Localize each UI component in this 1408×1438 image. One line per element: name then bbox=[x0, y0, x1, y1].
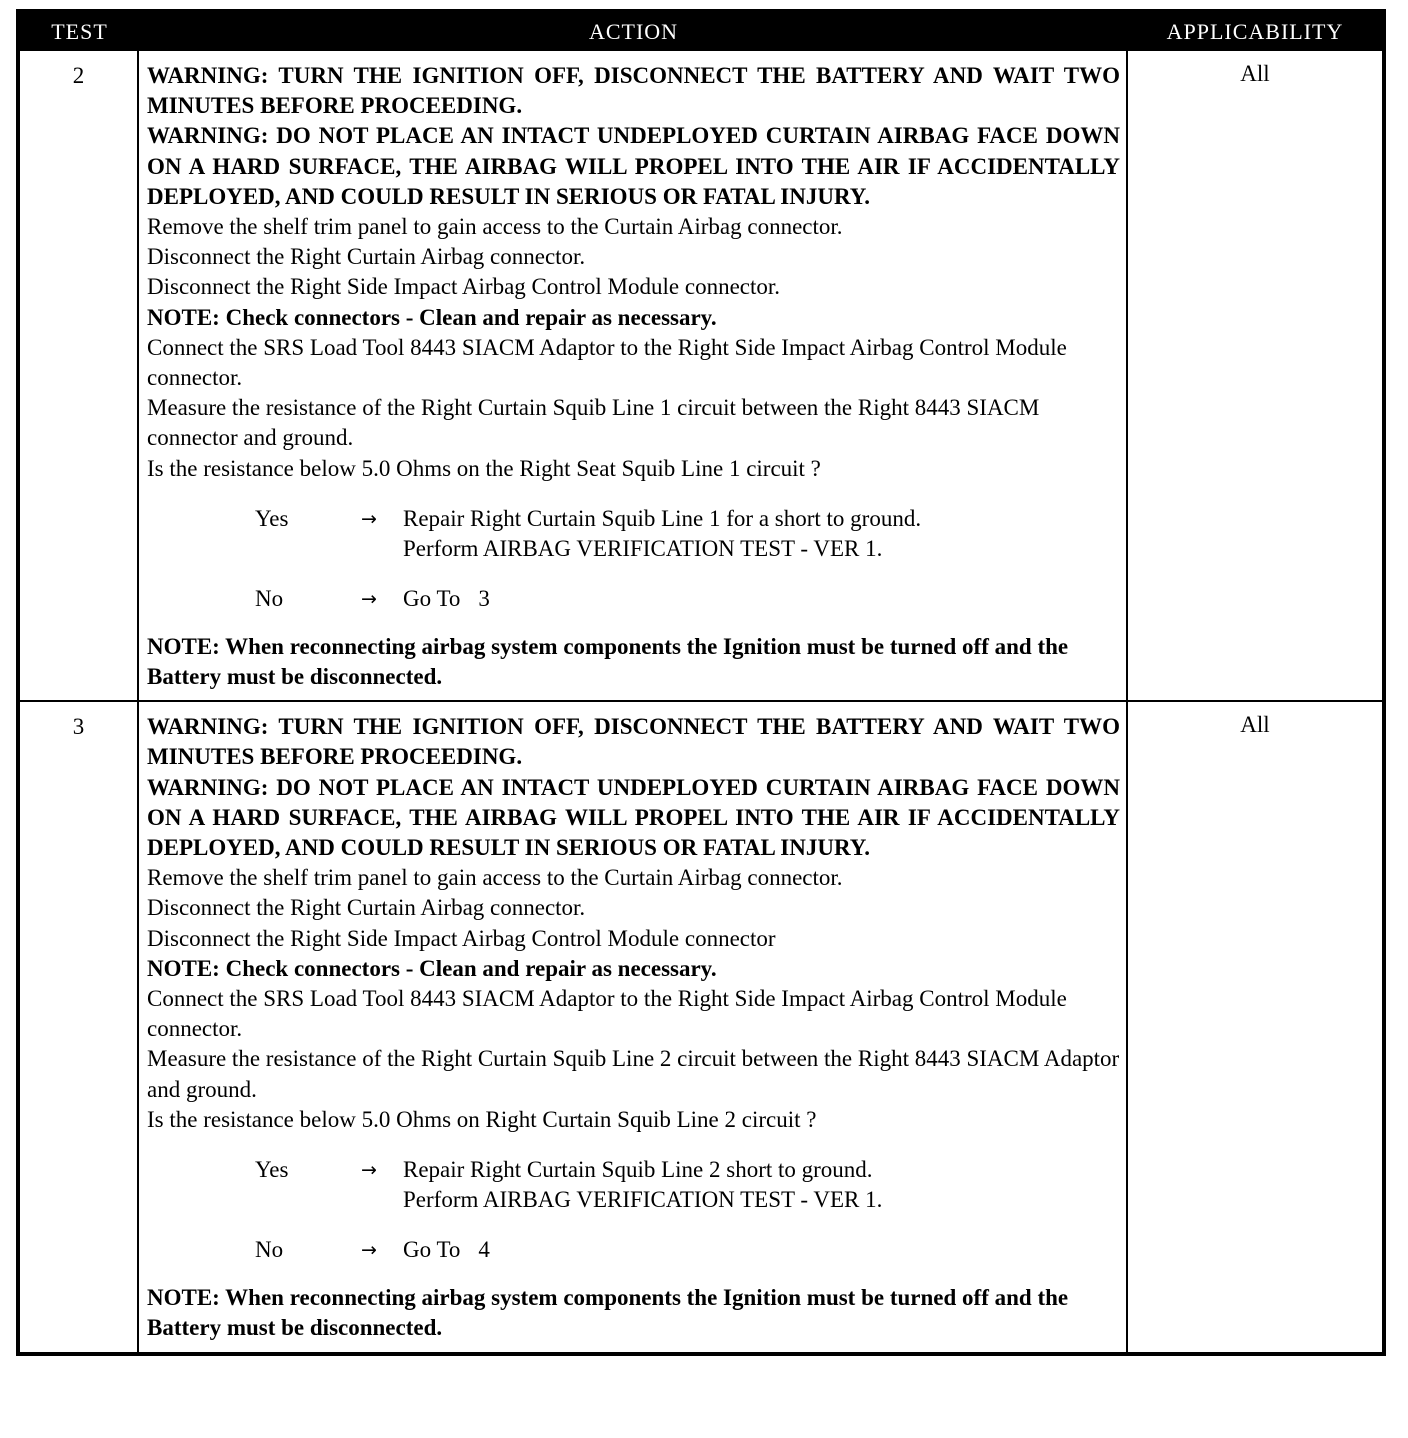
note-reconnecting: NOTE: When reconnecting airbag system components the Ignition must be turned off and the Battery must be disconnected. bbox=[147, 633, 1069, 690]
answer-no bbox=[147, 584, 1120, 614]
step-text: Disconnect the Right Curtain Airbag connector. bbox=[147, 244, 586, 270]
table-row bbox=[20, 700, 1382, 1351]
warning-ignition: WARNING: TURN THE IGNITION OFF, DISCONNECT THE BATTERY AND WAIT TWO MINUTES BEFORE PROCEEDING. bbox=[147, 63, 1120, 119]
warning-airbag: WARNING: DO NOT PLACE AN INTACT UNDEPLOYED CURTAIN AIRBAG FACE DOWN ON A HARD SURFACE, THE AIRBAG WILL PROPEL INTO THE AIR IF ACCIDENTALLY DEPLOYED, AND COULD RESULT IN SERIOUS OR FATAL INJURY. bbox=[147, 123, 1120, 209]
table-row bbox=[20, 51, 1382, 700]
arrow-right-icon: → bbox=[361, 507, 377, 530]
header-action: ACTION bbox=[588, 19, 679, 44]
answer-block bbox=[147, 504, 1120, 614]
answer-yes-label: Yes bbox=[255, 505, 289, 531]
step-text: Remove the shelf trim panel to gain access to the Curtain Airbag connector. bbox=[147, 865, 843, 891]
header-applicability: APPLICABILITY bbox=[1166, 19, 1344, 44]
question-text: Is the resistance below 5.0 Ohms on Right Curtain Squib Line 2 circuit ? bbox=[147, 1106, 817, 1132]
answer-yes-label: Yes bbox=[255, 1157, 289, 1183]
answer-no-label: No bbox=[255, 585, 284, 611]
header-test: TEST bbox=[51, 19, 108, 44]
question-text: Is the resistance below 5.0 Ohms on the Right Seat Squib Line 1 circuit ? bbox=[147, 455, 821, 481]
answer-yes bbox=[147, 504, 1120, 564]
applicability-value: All bbox=[1240, 61, 1270, 86]
table-header bbox=[20, 13, 1382, 51]
warning-ignition: WARNING: TURN THE IGNITION OFF, DISCONNECT THE BATTERY AND WAIT TWO MINUTES BEFORE PROCEEDING. bbox=[147, 714, 1120, 770]
step-text: Connect the SRS Load Tool 8443 SIACM Adaptor to the Right Side Impact Airbag Control Module connector. bbox=[147, 334, 1067, 391]
action-cell bbox=[139, 51, 1128, 700]
note-reconnecting: NOTE: When reconnecting airbag system components the Ignition must be turned off and the Battery must be disconnected. bbox=[147, 1285, 1069, 1341]
answer-yes-verify: Perform AIRBAG VERIFICATION TEST - VER 1. bbox=[403, 1187, 883, 1213]
action-cell bbox=[139, 702, 1128, 1351]
answer-no-label: No bbox=[255, 1237, 284, 1263]
test-number: 2 bbox=[20, 51, 139, 700]
step-text: Connect the SRS Load Tool 8443 SIACM Adaptor to the Right Side Impact Airbag Control Module connector. bbox=[147, 986, 1067, 1042]
step-text: Measure the resistance of the Right Curtain Squib Line 2 circuit between the Right 8443 SIACM Adaptor and ground. bbox=[147, 1046, 1120, 1102]
arrow-right-icon: → bbox=[361, 587, 377, 610]
step-text: Disconnect the Right Curtain Airbag connector. bbox=[147, 895, 586, 921]
answer-block bbox=[147, 1155, 1120, 1265]
note-connectors: NOTE: Check connectors - Clean and repair as necessary. bbox=[147, 304, 717, 330]
test-number: 3 bbox=[20, 702, 139, 1351]
answer-no bbox=[147, 1235, 1120, 1265]
arrow-right-icon: → bbox=[361, 1239, 377, 1262]
step-text: Remove the shelf trim panel to gain access to the Curtain Airbag connector. bbox=[147, 214, 843, 240]
answer-yes-action: Repair Right Curtain Squib Line 2 short to ground. bbox=[403, 1157, 873, 1183]
warning-airbag: WARNING: DO NOT PLACE AN INTACT UNDEPLOYED CURTAIN AIRBAG FACE DOWN ON A HARD SURFACE, THE AIRBAG WILL PROPEL INTO THE AIR IF ACCIDENTALLY DEPLOYED, AND COULD RESULT IN SERIOUS OR FATAL INJURY. bbox=[147, 774, 1120, 861]
applicability-value: All bbox=[1240, 712, 1270, 738]
go-to-label: Go To bbox=[403, 1237, 461, 1263]
go-to-step: 4 bbox=[478, 1237, 490, 1263]
diagnostic-table bbox=[16, 9, 1386, 1356]
step-text: Disconnect the Right Side Impact Airbag Control Module connector. bbox=[147, 274, 781, 300]
answer-yes-verify: Perform AIRBAG VERIFICATION TEST - VER 1. bbox=[403, 535, 883, 561]
step-text: Measure the resistance of the Right Curtain Squib Line 1 circuit between the Right 8443 SIACM connector and ground. bbox=[147, 395, 1040, 451]
note-connectors: NOTE: Check connectors - Clean and repair as necessary. bbox=[147, 955, 717, 981]
go-to-label: Go To bbox=[403, 585, 461, 611]
step-text: Disconnect the Right Side Impact Airbag Control Module connector bbox=[147, 925, 776, 951]
go-to-step: 3 bbox=[478, 585, 490, 611]
answer-yes bbox=[147, 1155, 1120, 1215]
arrow-right-icon: → bbox=[361, 1159, 377, 1182]
answer-yes-action: Repair Right Curtain Squib Line 1 for a short to ground. bbox=[403, 505, 922, 531]
